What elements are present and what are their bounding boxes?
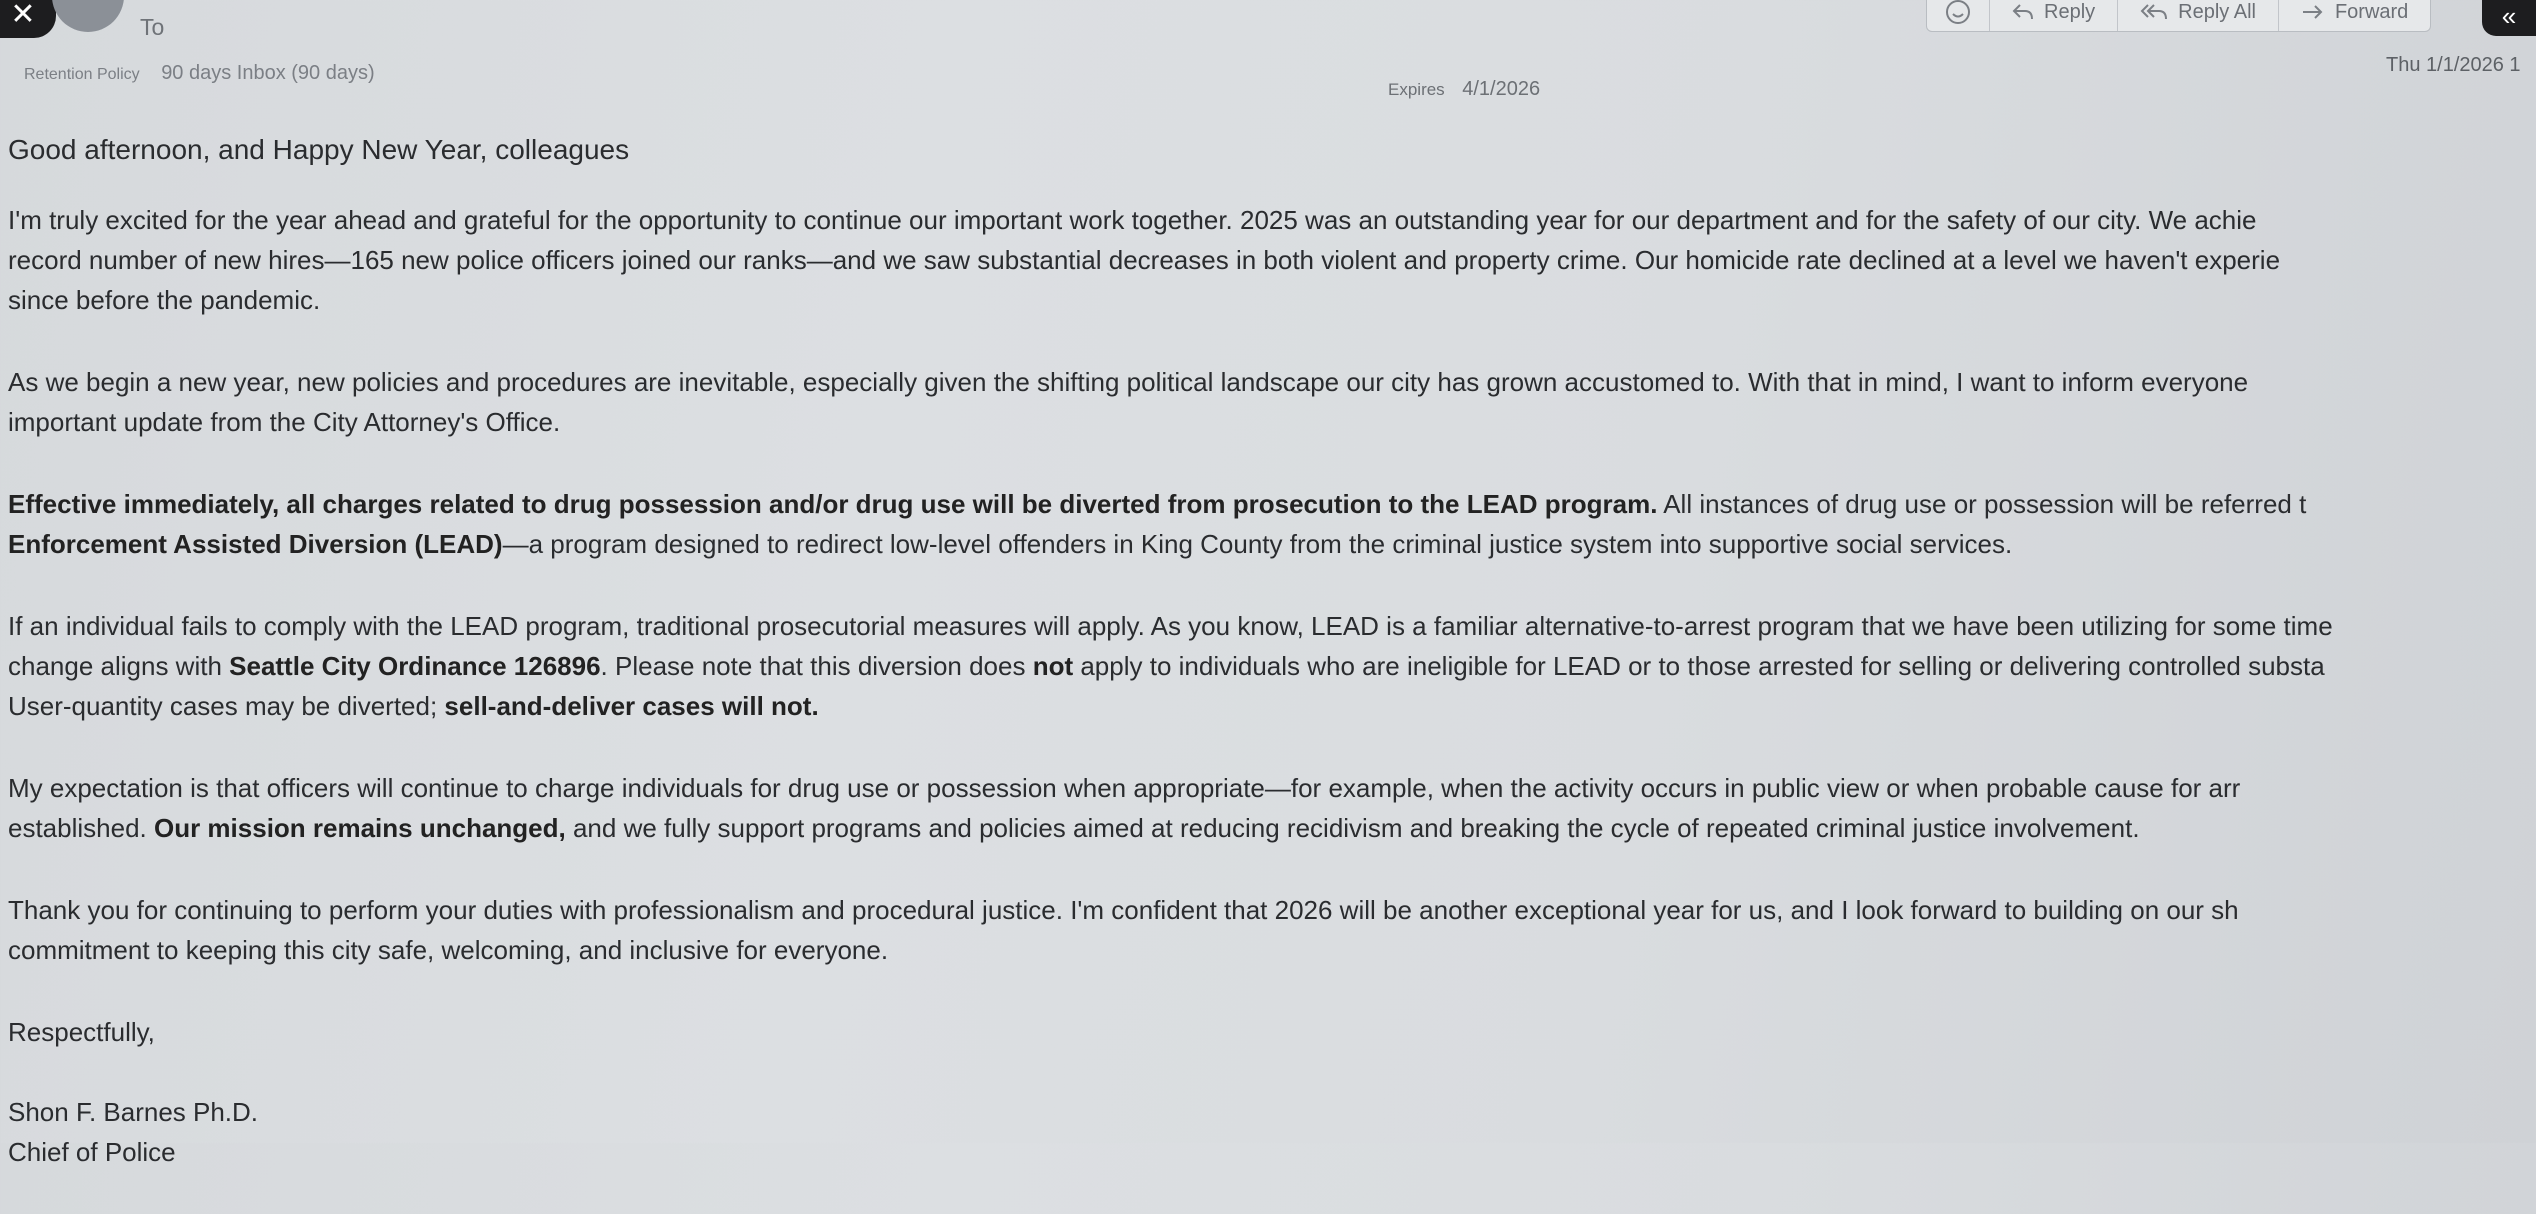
bold-text: Effective immediately, all charges related to drug possession and/or drug use will be diverted from prosecution to the LEAD program. — [8, 489, 1658, 519]
body-line: record number of new hires—165 new police officers joined our ranks—and we saw substantial decreases in both violent and property crime. Our homicide rate declined at a level we haven't experie — [8, 245, 2281, 275]
body-line — [8, 808, 2536, 848]
reply-all-button[interactable] — [2118, 0, 2279, 31]
signature-title: Chief of Police — [8, 1137, 176, 1167]
body-text: and we fully support programs and policies aimed at reducing recidivism and breaking the cycle of repeated criminal justice involvement. — [565, 813, 2140, 843]
body-line — [8, 646, 2536, 686]
paragraph-lead-diversion — [8, 484, 2536, 564]
retention-policy-label: Retention Policy — [24, 66, 140, 83]
signoff: Respectfully, — [8, 1017, 155, 1047]
reply-all-icon — [2140, 3, 2168, 21]
body-text: —a program designed to redirect low-level offenders in King County from the criminal justice system into supportive social services. — [502, 529, 2013, 559]
close-icon: ✕ — [10, 0, 36, 31]
ordinance-reference: Seattle City Ordinance 126896 — [229, 651, 601, 681]
body-text: established. — [8, 813, 154, 843]
expires-value: 4/1/2026 — [1462, 78, 1541, 100]
expiration — [1388, 78, 1540, 101]
paragraph-expectation — [8, 768, 2536, 848]
body-line: Thank you for continuing to perform your duties with professionalism and procedural justice. I'm confident that 2026 will be another exceptional year for us, and I look forward to building on our sh — [8, 895, 2239, 925]
reply-icon — [2012, 3, 2034, 21]
greeting: Good afternoon, and Happy New Year, colleagues — [8, 134, 630, 165]
body-line — [8, 686, 2536, 726]
retention-policy — [24, 62, 375, 85]
signature — [8, 1092, 2536, 1172]
paragraph-new-policies — [8, 362, 2536, 442]
reply-button[interactable] — [1990, 0, 2118, 31]
bold-text: Our mission remains unchanged, — [153, 813, 566, 843]
body-text: . Please note that this diversion does — [600, 651, 1033, 681]
collapse-panel-button[interactable] — [2482, 0, 2536, 36]
reply-label: Reply — [2044, 0, 2096, 23]
react-button[interactable] — [1927, 0, 1990, 31]
body-line: since before the pandemic. — [8, 285, 321, 315]
body-text: change aligns with — [8, 651, 230, 681]
expires-label: Expires — [1388, 80, 1445, 99]
paragraph-lead-compliance — [8, 606, 2536, 726]
forward-button[interactable] — [2279, 0, 2430, 31]
retention-policy-value: 90 days Inbox (90 days) — [161, 62, 375, 84]
double-chevron-left-icon: « — [2501, 1, 2517, 31]
body-text: User-quantity cases may be diverted; — [8, 691, 445, 721]
bold-text: not — [1032, 651, 1074, 681]
sender-avatar — [52, 0, 124, 32]
paragraph-thanks — [8, 890, 2536, 970]
sent-date: Thu 1/1/2026 1 — [2386, 54, 2521, 76]
body-text: All instances of drug use or possession will be referred t — [1657, 489, 2307, 519]
forward-arrow-icon — [2301, 3, 2325, 21]
body-text: apply to individuals who are ineligible for LEAD or to those arrested for selling or delivering controlled substa — [1073, 651, 2325, 681]
body-line — [8, 484, 2536, 524]
close-overlay-button[interactable] — [0, 0, 56, 38]
body-line: commitment to keeping this city safe, welcoming, and inclusive for everyone. — [8, 935, 889, 965]
to-label: To — [140, 14, 165, 40]
body-line: If an individual fails to comply with the LEAD program, traditional prosecutorial measures will apply. As you know, LEAD is a familiar alternative-to-arrest program that we have been utilizing for some time — [8, 611, 2333, 641]
forward-label: Forward — [2334, 0, 2409, 23]
body-line: important update from the City Attorney's Office. — [8, 407, 561, 437]
message-body — [8, 130, 2536, 1214]
body-line: As we begin a new year, new policies and procedures are inevitable, especially given the shifting political landscape our city has grown accustomed to. With that in mind, I want to inform everyone — [8, 367, 2249, 397]
body-line — [8, 524, 2536, 564]
bold-text: Enforcement Assisted Diversion (LEAD) — [8, 529, 503, 559]
body-line: I'm truly excited for the year ahead and grateful for the opportunity to continue our important work together. 2025 was an outstanding year for our department and for the safety of our city. We achie — [8, 205, 2257, 235]
smiley-icon — [1945, 0, 1971, 25]
message-actions-toolbar — [1926, 0, 2431, 32]
body-line: My expectation is that officers will continue to charge individuals for drug use or possession when appropriate—for example, when the activity occurs in public view or when probable cause for arr — [8, 773, 2241, 803]
reply-all-label: Reply All — [2178, 0, 2256, 23]
signature-name: Shon F. Barnes Ph.D. — [8, 1097, 259, 1127]
bold-text: sell-and-deliver cases will not. — [444, 691, 819, 721]
paragraph-year-review — [8, 200, 2536, 320]
